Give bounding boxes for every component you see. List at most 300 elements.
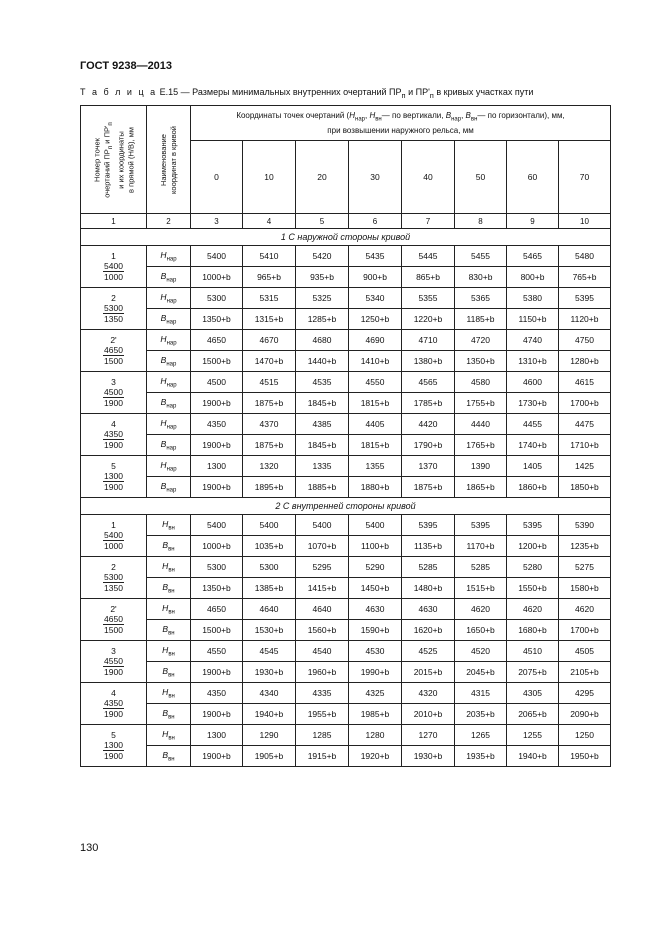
- point-number: 2: [111, 562, 116, 572]
- value-cell: 1285+b: [296, 309, 349, 330]
- point-cell: [81, 456, 147, 498]
- value-cell: 4690: [349, 330, 402, 351]
- coord-subscript: вн: [168, 651, 175, 658]
- value-cell: 1620+b: [402, 620, 455, 641]
- value-cell: 1200+b: [507, 536, 559, 557]
- value-cell: 1895+b: [243, 477, 296, 498]
- column-number: 9: [507, 214, 559, 229]
- coord-h-label: [147, 330, 191, 351]
- value-cell: 1500+b: [191, 620, 243, 641]
- value-cell: 4640: [296, 599, 349, 620]
- value-cell: 1875+b: [402, 477, 455, 498]
- value-cell: 1315+b: [243, 309, 296, 330]
- coord-subscript: нар: [166, 466, 177, 473]
- value-cell: 1285: [296, 725, 349, 746]
- value-cell: 4750: [559, 330, 611, 351]
- value-cell: 1785+b: [402, 393, 455, 414]
- coord-h-label: [147, 372, 191, 393]
- value-cell: 1650+b: [455, 620, 507, 641]
- point-coordinates: [103, 471, 124, 492]
- value-cell: 4650: [191, 330, 243, 351]
- value-cell: 1940+b: [507, 746, 559, 767]
- value-cell: 2035+b: [455, 704, 507, 725]
- caption-text-c: в кривых участках пути: [433, 87, 534, 97]
- value-cell: 1250: [559, 725, 611, 746]
- point-h-straight: 4350: [104, 429, 123, 439]
- value-cell: 1950+b: [559, 746, 611, 767]
- value-cell: 5410: [243, 246, 296, 267]
- point-cell: [81, 725, 147, 767]
- table-row: [81, 578, 611, 599]
- value-cell: 1270: [402, 725, 455, 746]
- value-cell: 1300: [191, 725, 243, 746]
- column-number: 5: [296, 214, 349, 229]
- table-row: [81, 351, 611, 372]
- value-cell: 1730+b: [507, 393, 559, 414]
- value-cell: 1255: [507, 725, 559, 746]
- coord-symbol: H: [162, 728, 169, 739]
- value-cell: 1930+b: [243, 662, 296, 683]
- coord-subscript: вн: [168, 672, 175, 679]
- point-number: 2: [111, 293, 116, 303]
- header-coordinates: Координаты точек очертаний ($H_{нар}$, $H_{вн}—$ по вертикали, $B_{нар}$, $B_{вн}—$ по горизонтали), мм, при возвышении наружного рельса, мм: [191, 106, 611, 141]
- value-cell: 830+b: [455, 267, 507, 288]
- table-row: [81, 683, 611, 704]
- value-cell: 4580: [455, 372, 507, 393]
- value-cell: 1960+b: [296, 662, 349, 683]
- point-coordinates: [103, 656, 124, 677]
- value-cell: 2015+b: [402, 662, 455, 683]
- header-col1-line2b: и ПР': [101, 125, 111, 146]
- value-cell: 865+b: [402, 267, 455, 288]
- value-cell: 4405: [349, 414, 402, 435]
- coord-b-label: [147, 351, 191, 372]
- value-cell: 1220+b: [402, 309, 455, 330]
- value-cell: 1875+b: [243, 435, 296, 456]
- value-cell: 2010+b: [402, 704, 455, 725]
- point-h-straight: 4650: [104, 614, 123, 624]
- value-cell: 5420: [296, 246, 349, 267]
- value-cell: 4500: [191, 372, 243, 393]
- value-cell: 1035+b: [243, 536, 296, 557]
- value-cell: 1865+b: [455, 477, 507, 498]
- coord-symbol: B: [160, 270, 167, 281]
- header-col1-sub1: п: [106, 145, 114, 149]
- point-b-straight: 1500: [104, 356, 123, 366]
- value-cell: 1515+b: [455, 578, 507, 599]
- value-cell: 5285: [455, 557, 507, 578]
- value-cell: 1815+b: [349, 435, 402, 456]
- point-number: 1: [111, 251, 116, 261]
- point-b-straight: 1900: [104, 440, 123, 450]
- section-title-row: [81, 498, 611, 515]
- coord-subscript: нар: [166, 319, 177, 326]
- point-h-straight: 4650: [104, 345, 123, 355]
- coord-symbol: B: [162, 623, 169, 634]
- value-cell: 1875+b: [243, 393, 296, 414]
- header-col1-line2: очертаний ПР: [101, 148, 111, 198]
- header-coordinate-names: [147, 106, 191, 214]
- value-cell: 1590+b: [349, 620, 402, 641]
- coord-b-label: [147, 746, 191, 767]
- coord-symbol: H: [160, 459, 167, 470]
- coord-h-label: [147, 599, 191, 620]
- point-b-straight: 1900: [104, 751, 123, 761]
- elevation-header: 50: [455, 141, 507, 214]
- value-cell: 1265: [455, 725, 507, 746]
- coord-subscript: нар: [166, 445, 177, 452]
- point-h-straight: 5400: [104, 530, 123, 540]
- point-coordinates: [103, 530, 124, 551]
- table-row: [81, 704, 611, 725]
- value-cell: 4305: [507, 683, 559, 704]
- value-cell: 5395: [402, 515, 455, 536]
- value-cell: 1250+b: [349, 309, 402, 330]
- value-cell: 1000+b: [191, 267, 243, 288]
- value-cell: 1150+b: [507, 309, 559, 330]
- value-cell: 900+b: [349, 267, 402, 288]
- coord-subscript: нар: [166, 340, 177, 347]
- value-cell: 1790+b: [402, 435, 455, 456]
- point-cell: [81, 599, 147, 641]
- value-cell: 1355: [349, 456, 402, 477]
- table-row: [81, 393, 611, 414]
- value-cell: 1390: [455, 456, 507, 477]
- coord-symbol: H: [160, 417, 167, 428]
- coord-symbol: B: [162, 581, 169, 592]
- point-coordinates: [103, 387, 124, 408]
- value-cell: 1120+b: [559, 309, 611, 330]
- value-cell: 4475: [559, 414, 611, 435]
- value-cell: 1480+b: [402, 578, 455, 599]
- table-row: [81, 267, 611, 288]
- value-cell: 4720: [455, 330, 507, 351]
- value-cell: 1235+b: [559, 536, 611, 557]
- value-cell: 4630: [402, 599, 455, 620]
- coord-symbol: H: [162, 518, 169, 529]
- section-title: 2 С внутренней стороны кривой: [81, 498, 611, 515]
- coord-subscript: вн: [168, 693, 175, 700]
- column-number: 10: [559, 214, 611, 229]
- coord-title-h-vn: $H_{вн}$: [369, 110, 382, 123]
- coord-title-h-nar: $H_{нар}$: [349, 110, 365, 123]
- caption-text-b: и ПР': [405, 87, 430, 97]
- value-cell: 4455: [507, 414, 559, 435]
- elevation-header: 0: [191, 141, 243, 214]
- table-row: [81, 309, 611, 330]
- value-cell: 1385+b: [243, 578, 296, 599]
- point-coordinates: [103, 614, 124, 635]
- value-cell: 1320: [243, 456, 296, 477]
- coord-subscript: вн: [168, 546, 175, 553]
- value-cell: 1350+b: [455, 351, 507, 372]
- coord-b-label: [147, 662, 191, 683]
- value-cell: 4505: [559, 641, 611, 662]
- point-coordinates: [103, 572, 124, 593]
- coord-symbol: H: [162, 686, 169, 697]
- value-cell: 1470+b: [243, 351, 296, 372]
- value-cell: 1940+b: [243, 704, 296, 725]
- value-cell: 4600: [507, 372, 559, 393]
- value-cell: 4325: [349, 683, 402, 704]
- point-coordinates: [103, 303, 124, 324]
- point-b-straight: 1000: [104, 541, 123, 551]
- value-cell: 1700+b: [559, 393, 611, 414]
- value-cell: 1920+b: [349, 746, 402, 767]
- value-cell: 5400: [191, 246, 243, 267]
- table-row: [81, 414, 611, 435]
- point-cell: [81, 246, 147, 288]
- table-row: [81, 620, 611, 641]
- value-cell: 5435: [349, 246, 402, 267]
- coord-b-label: [147, 578, 191, 599]
- point-b-straight: 1900: [104, 709, 123, 719]
- point-h-straight: 1300: [104, 740, 123, 750]
- caption-number: Е.15: [159, 87, 179, 97]
- column-number: 6: [349, 214, 402, 229]
- coord-symbol: H: [160, 333, 167, 344]
- coord-subscript: вн: [168, 525, 175, 532]
- value-cell: 1350+b: [191, 309, 243, 330]
- value-cell: 2065+b: [507, 704, 559, 725]
- value-cell: 5380: [507, 288, 559, 309]
- coord-symbol: B: [160, 480, 167, 491]
- value-cell: 2090+b: [559, 704, 611, 725]
- point-cell: [81, 372, 147, 414]
- coord-title-part1: Координаты точек очертаний (: [236, 110, 350, 120]
- point-h-straight: 5300: [104, 572, 123, 582]
- value-cell: 1380+b: [402, 351, 455, 372]
- value-cell: 4565: [402, 372, 455, 393]
- point-h-straight: 4550: [104, 656, 123, 666]
- value-cell: 5300: [191, 557, 243, 578]
- value-cell: 1450+b: [349, 578, 402, 599]
- value-cell: 1500+b: [191, 351, 243, 372]
- value-cell: 5395: [455, 515, 507, 536]
- value-cell: 5300: [191, 288, 243, 309]
- coord-subscript: нар: [166, 382, 177, 389]
- value-cell: 1985+b: [349, 704, 402, 725]
- coord-title-b-nar: $B_{нар}$: [445, 110, 462, 123]
- table-row: [81, 515, 611, 536]
- coord-symbol: B: [162, 749, 169, 760]
- header-col2-line2: координат в кривой: [168, 125, 178, 194]
- point-cell: [81, 515, 147, 557]
- point-b-straight: 1900: [104, 482, 123, 492]
- point-number: 3: [111, 646, 116, 656]
- value-cell: 4615: [559, 372, 611, 393]
- coord-symbol: H: [160, 375, 167, 386]
- value-cell: 1850+b: [559, 477, 611, 498]
- value-cell: 1560+b: [296, 620, 349, 641]
- value-cell: 5280: [507, 557, 559, 578]
- column-number: 7: [402, 214, 455, 229]
- value-cell: 5465: [507, 246, 559, 267]
- value-cell: 5390: [559, 515, 611, 536]
- value-cell: 5395: [559, 288, 611, 309]
- coord-symbol: H: [160, 249, 167, 260]
- value-cell: 1070+b: [296, 536, 349, 557]
- value-cell: 800+b: [507, 267, 559, 288]
- value-cell: 935+b: [296, 267, 349, 288]
- coord-subscript: нар: [166, 424, 177, 431]
- value-cell: 1990+b: [349, 662, 402, 683]
- value-cell: 1900+b: [191, 662, 243, 683]
- value-cell: 4350: [191, 683, 243, 704]
- point-cell: [81, 330, 147, 372]
- column-number: 2: [147, 214, 191, 229]
- value-cell: 1755+b: [455, 393, 507, 414]
- value-cell: 2045+b: [455, 662, 507, 683]
- table-row: [81, 725, 611, 746]
- elevation-header: 10: [243, 141, 296, 214]
- point-h-straight: 5300: [104, 303, 123, 313]
- value-cell: 765+b: [559, 267, 611, 288]
- table-row: [81, 536, 611, 557]
- value-cell: 1900+b: [191, 746, 243, 767]
- value-cell: 4550: [349, 372, 402, 393]
- coord-h-label: [147, 725, 191, 746]
- coord-symbol: B: [160, 396, 167, 407]
- coord-subscript: вн: [168, 567, 175, 574]
- section-title: 1 С наружной стороны кривой: [81, 229, 611, 246]
- document-title: ГОСТ 9238—2013: [80, 60, 173, 72]
- coord-subscript: нар: [166, 277, 177, 284]
- coord-h-label: [147, 683, 191, 704]
- coord-h-label: [147, 288, 191, 309]
- coord-h-label: [147, 641, 191, 662]
- value-cell: 1335: [296, 456, 349, 477]
- table-row: [81, 435, 611, 456]
- point-cell: [81, 641, 147, 683]
- coord-subscript: вн: [168, 714, 175, 721]
- value-cell: 5400: [191, 515, 243, 536]
- point-number: 1: [111, 520, 116, 530]
- point-cell: [81, 414, 147, 456]
- value-cell: 5295: [296, 557, 349, 578]
- table-caption: [80, 87, 533, 100]
- value-cell: 1425: [559, 456, 611, 477]
- header-point-numbers: [81, 106, 147, 214]
- point-number: 5: [111, 730, 116, 740]
- value-cell: 4545: [243, 641, 296, 662]
- value-cell: 5400: [349, 515, 402, 536]
- coord-subscript: нар: [166, 361, 177, 368]
- coord-symbol: H: [160, 291, 167, 302]
- coord-b-label: [147, 477, 191, 498]
- value-cell: 5445: [402, 246, 455, 267]
- value-cell: 1440+b: [296, 351, 349, 372]
- point-number: 5: [111, 461, 116, 471]
- coord-subscript: вн: [168, 756, 175, 763]
- value-cell: 1415+b: [296, 578, 349, 599]
- value-cell: 1900+b: [191, 477, 243, 498]
- coord-b-label: [147, 267, 191, 288]
- value-cell: 1900+b: [191, 435, 243, 456]
- value-cell: 1880+b: [349, 477, 402, 498]
- coord-h-label: [147, 456, 191, 477]
- table-row: [81, 746, 611, 767]
- table-row: [81, 477, 611, 498]
- caption-prefix: Т а б л и ц а: [80, 87, 158, 97]
- value-cell: 1765+b: [455, 435, 507, 456]
- value-cell: 4440: [455, 414, 507, 435]
- value-cell: 5395: [507, 515, 559, 536]
- value-cell: 1000+b: [191, 536, 243, 557]
- value-cell: 5340: [349, 288, 402, 309]
- value-cell: 4370: [243, 414, 296, 435]
- coord-symbol: B: [162, 707, 169, 718]
- value-cell: 5355: [402, 288, 455, 309]
- point-b-straight: 1500: [104, 625, 123, 635]
- value-cell: 1280+b: [559, 351, 611, 372]
- value-cell: 1310+b: [507, 351, 559, 372]
- value-cell: 5365: [455, 288, 507, 309]
- column-number-row: [81, 214, 611, 229]
- value-cell: 4420: [402, 414, 455, 435]
- value-cell: 4315: [455, 683, 507, 704]
- value-cell: 4630: [349, 599, 402, 620]
- point-number: 4: [111, 688, 116, 698]
- coord-subscript: нар: [166, 487, 177, 494]
- value-cell: 5400: [296, 515, 349, 536]
- section-title-row: [81, 229, 611, 246]
- caption-sub-a: п: [401, 90, 406, 100]
- value-cell: 1550+b: [507, 578, 559, 599]
- value-cell: 1845+b: [296, 393, 349, 414]
- value-cell: 1410+b: [349, 351, 402, 372]
- table-row: [81, 662, 611, 683]
- value-cell: 4320: [402, 683, 455, 704]
- point-coordinates: [103, 429, 124, 450]
- header-col1-line3: в прямой (H/B), мм: [125, 126, 135, 193]
- value-cell: 1915+b: [296, 746, 349, 767]
- coord-b-label: [147, 704, 191, 725]
- value-cell: 4710: [402, 330, 455, 351]
- value-cell: 5285: [402, 557, 455, 578]
- caption-sub-b: п: [429, 90, 434, 100]
- coord-subscript: вн: [168, 609, 175, 616]
- dimensions-table: [80, 105, 611, 767]
- coord-symbol: B: [160, 312, 167, 323]
- header-col1-sub2: п: [106, 121, 114, 126]
- point-cell: [81, 288, 147, 330]
- value-cell: 1370: [402, 456, 455, 477]
- value-cell: 1935+b: [455, 746, 507, 767]
- value-cell: 5400: [243, 515, 296, 536]
- value-cell: 5290: [349, 557, 402, 578]
- coord-symbol: H: [162, 644, 169, 655]
- elevation-header: 20: [296, 141, 349, 214]
- coord-b-label: [147, 435, 191, 456]
- table-row: [81, 557, 611, 578]
- value-cell: 1900+b: [191, 393, 243, 414]
- point-number: 4: [111, 419, 116, 429]
- coord-subscript: нар: [166, 298, 177, 305]
- point-number: 3: [111, 377, 116, 387]
- value-cell: 5300: [243, 557, 296, 578]
- table-row: [81, 599, 611, 620]
- value-cell: 4620: [507, 599, 559, 620]
- value-cell: 1710+b: [559, 435, 611, 456]
- value-cell: 1300: [191, 456, 243, 477]
- value-cell: 4525: [402, 641, 455, 662]
- elevation-header: 60: [507, 141, 559, 214]
- column-number: 3: [191, 214, 243, 229]
- point-coordinates: [103, 345, 124, 366]
- table-row: [81, 246, 611, 267]
- caption-text-a: — Размеры минимальных внутренних очертаний ПР: [178, 87, 402, 97]
